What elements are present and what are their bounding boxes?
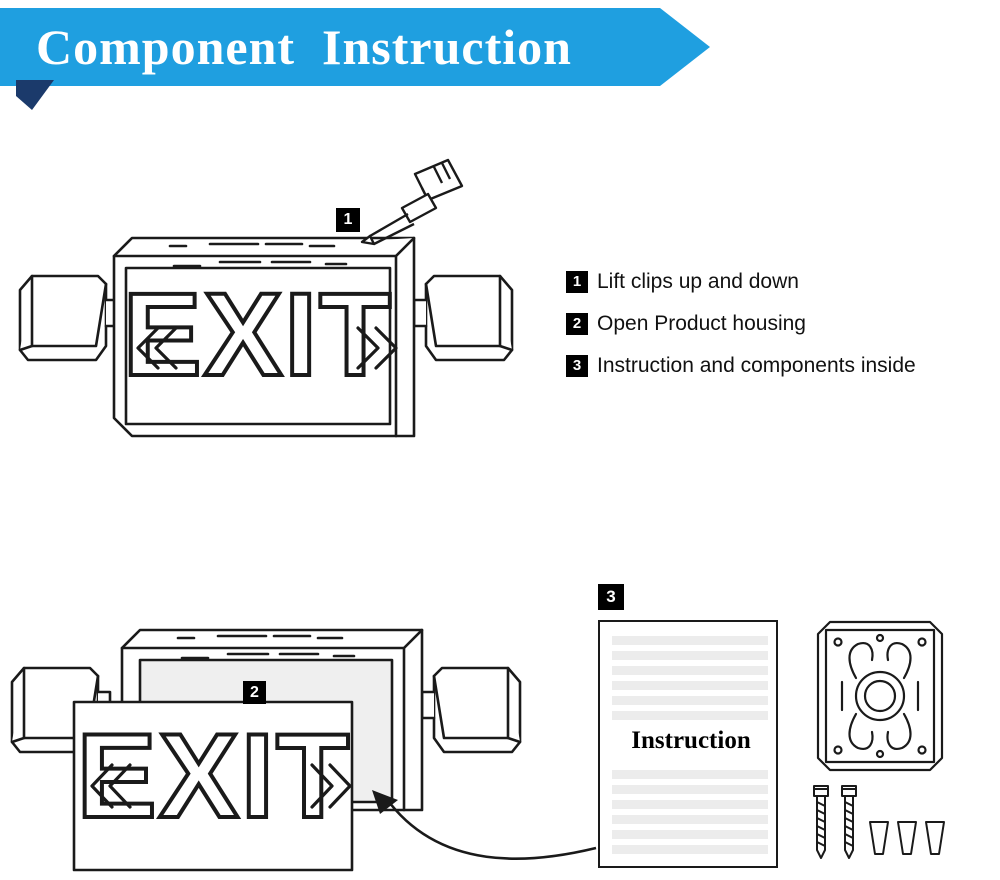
steps-list	[566, 268, 996, 394]
sheet-line	[612, 800, 768, 809]
screw-1	[814, 786, 828, 858]
callout-badge-1: 1	[336, 208, 360, 232]
page-title: Component Instruction	[36, 19, 572, 75]
sheet-line	[612, 636, 768, 645]
sheet-line	[612, 770, 768, 779]
callout-badge-3: 3	[598, 584, 624, 610]
sheet-line	[612, 696, 768, 705]
anchor-3	[926, 822, 944, 854]
anchor-2	[898, 822, 916, 854]
screw-2	[842, 786, 856, 858]
step-text-1: Lift clips up and down	[597, 270, 799, 293]
exit-text-bottom: EXIT	[76, 709, 352, 843]
sheet-line	[612, 830, 768, 839]
anchor-1	[870, 822, 888, 854]
wall-anchors	[866, 816, 952, 860]
callout-badge-2: 2	[243, 681, 266, 704]
figure-top-exit-sign	[10, 150, 550, 460]
exit-text-top: EXIT	[122, 269, 394, 401]
step-row-1	[566, 268, 996, 298]
sheet-line	[612, 815, 768, 824]
step-number-3: 3	[566, 355, 588, 377]
step-text-3: Instruction and components inside	[597, 354, 916, 377]
step-number-1: 1	[566, 271, 588, 293]
figure-bottom-exit-sign	[0, 620, 560, 880]
sheet-line	[612, 785, 768, 794]
sheet-line	[612, 666, 768, 675]
step-row-3	[566, 352, 996, 382]
sheet-line	[612, 711, 768, 720]
screws	[806, 784, 866, 862]
step-number-2: 2	[566, 313, 588, 335]
sheet-line	[612, 845, 768, 854]
mounting-plate	[812, 616, 948, 776]
banner-corner-shadow	[16, 80, 56, 112]
header-banner	[0, 8, 712, 86]
sheet-line	[612, 651, 768, 660]
step-row-2	[566, 310, 996, 340]
instruction-sheet	[598, 620, 778, 868]
instruction-sheet-label: Instruction	[631, 727, 751, 754]
step-text-2: Open Product housing	[597, 312, 806, 335]
sheet-line	[612, 681, 768, 690]
screwdriver-icon	[362, 160, 462, 244]
